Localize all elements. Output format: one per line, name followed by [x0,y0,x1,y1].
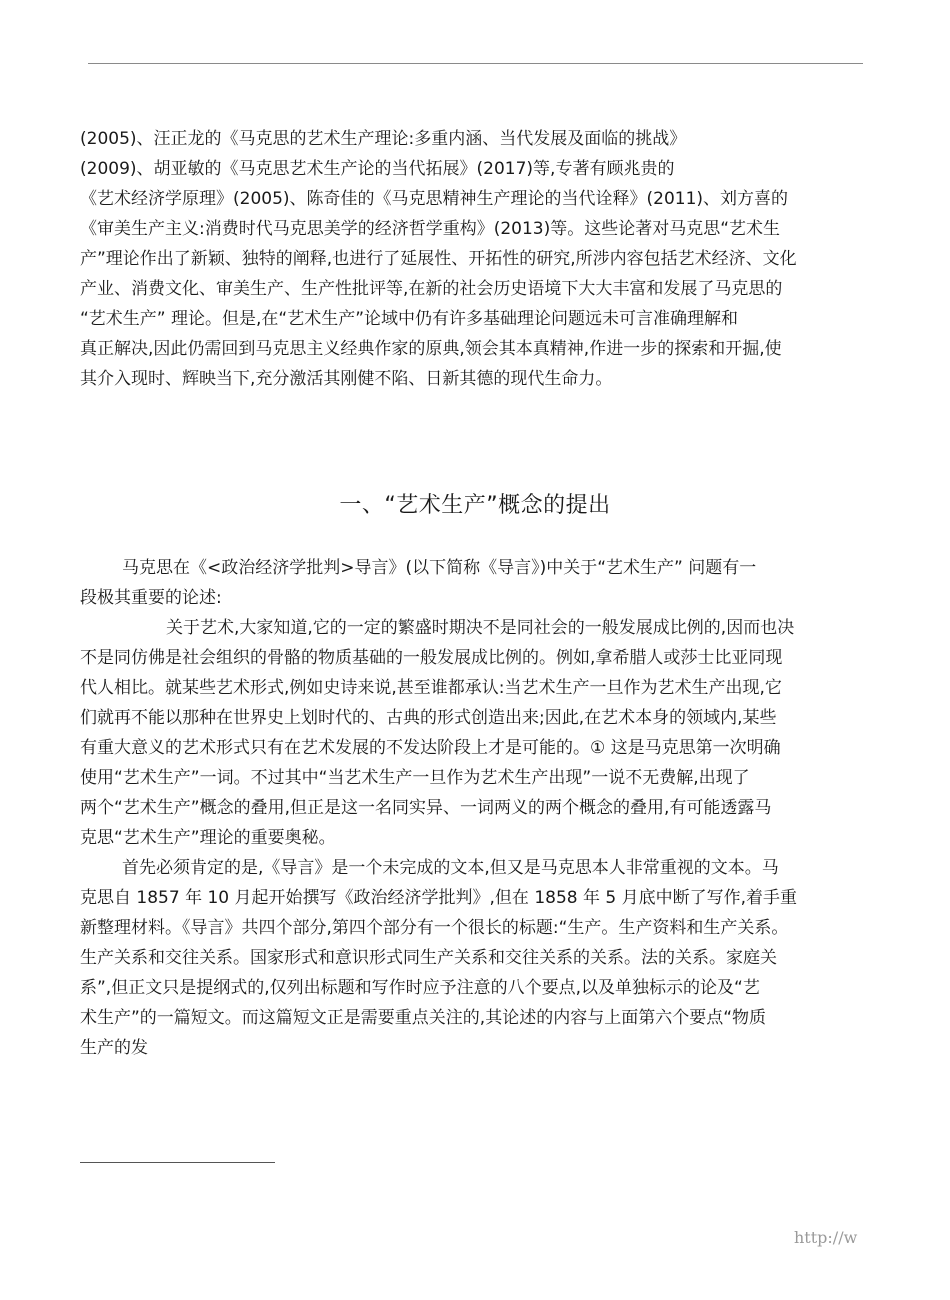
text-line: 新整理材料。《导言》共四个部分,第四个部分有一个很长的标题:“生产。生产资料和生产关系。 [80,918,789,938]
text-line: 生产关系和交往关系。国家形式和意识形式同生产关系和交往关系的关系。法的关系。家庭关 [80,948,777,968]
quote-line: 关于艺术,大家知道,它的一定的繁盛时期决不是同社会的一般发展成比例的,因而也决 [166,618,795,638]
intro-paragraph [80,124,878,394]
quote-line: 们就再不能以那种在世界史上划时代的、古典的形式创造出来;因此,在艺术本身的领域内,某些 [80,708,777,728]
text-line: 首先必须肯定的是,《导言》是一个未完成的文本,但又是马克思本人非常重视的文本。马 [122,858,779,878]
section-body [80,553,878,1063]
text-line: 其介入现时、辉映当下,充分激活其刚健不陷、日新其德的现代生命力。 [80,369,613,389]
footnote-separator [80,1162,275,1163]
text-line: 产业、消费文化、审美生产、生产性批评等,在新的社会历史语境下大大丰富和发展了马克思的 [80,279,783,299]
text-line: 两个“艺术生产”概念的叠用,但正是这一名同实异、一词两义的两个概念的叠用,有可能透露马 [80,798,772,818]
text-line: 克思自 1857 年 10 月起开始撰写《政治经济学批判》,但在 1858 年 5 月底中断了写作,着手重 [80,888,798,908]
text-line: 产”理论作出了新颖、独特的阐释,也进行了延展性、开拓性的研究,所涉内容包括艺术经济、文化 [80,249,797,269]
text-line: 生产的发 [80,1038,148,1058]
text-line: “艺术生产” 理论。但是,在“艺术生产”论域中仍有许多基础理论问题远未可言准确理解和 [80,309,739,329]
quote-line: 不是同仿佛是社会组织的骨骼的物质基础的一般发展成比例的。例如,拿希腊人或莎士比亚同现 [80,648,783,668]
text-line: 有重大意义的艺术形式只有在艺术发展的不发达阶段上才是可能的。① 这是马克思第一次明确 [80,738,781,758]
quote-line: 代人相比。就某些艺术形式,例如史诗来说,甚至谁都承认:当艺术生产一旦作为艺术生产出现,它 [80,678,782,698]
text-line: (2005)、汪正龙的《马克思的艺术生产理论:多重内涵、当代发展及面临的挑战》 [80,129,687,149]
header-rule [88,63,863,64]
text-line: 克思“艺术生产”理论的重要奥秘。 [80,828,336,848]
section-heading: 一、“艺术生产”概念的提出 [339,493,611,518]
text-line: 《审美生产主义:消费时代马克思美学的经济哲学重构》(2013)等。这些论著对马克思“艺术生 [80,219,781,239]
text-line: 马克思在《<政治经济学批判>导言》(以下简称《导言》)中关于“艺术生产” 问题有一 [122,558,757,578]
text-line: (2009)、胡亚敏的《马克思艺术生产论的当代拓展》(2017)等,专著有顾兆贵的 [80,159,675,179]
text-line: 系”,但正文只是提纲式的,仅列出标题和写作时应予注意的八个要点,以及单独标示的论及“艺 [80,978,760,998]
text-line: 术生产”的一篇短文。而这篇短文正是需要重点关注的,其论述的内容与上面第六个要点“物质 [80,1008,767,1028]
watermark-url: http://w [794,1228,858,1247]
text-line: 真正解决,因此仍需回到马克思主义经典作家的原典,领会其本真精神,作进一步的探索和开掘,使 [80,339,782,359]
text-line: 使用“艺术生产”一词。不过其中“当艺术生产一旦作为艺术生产出现”一说不无费解,出现了 [80,768,750,788]
text-line: 段极其重要的论述: [80,588,222,608]
text-line: 《艺术经济学原理》(2005)、陈奇佳的《马克思精神生产理论的当代诠释》(2011)、刘方喜的 [80,189,789,209]
